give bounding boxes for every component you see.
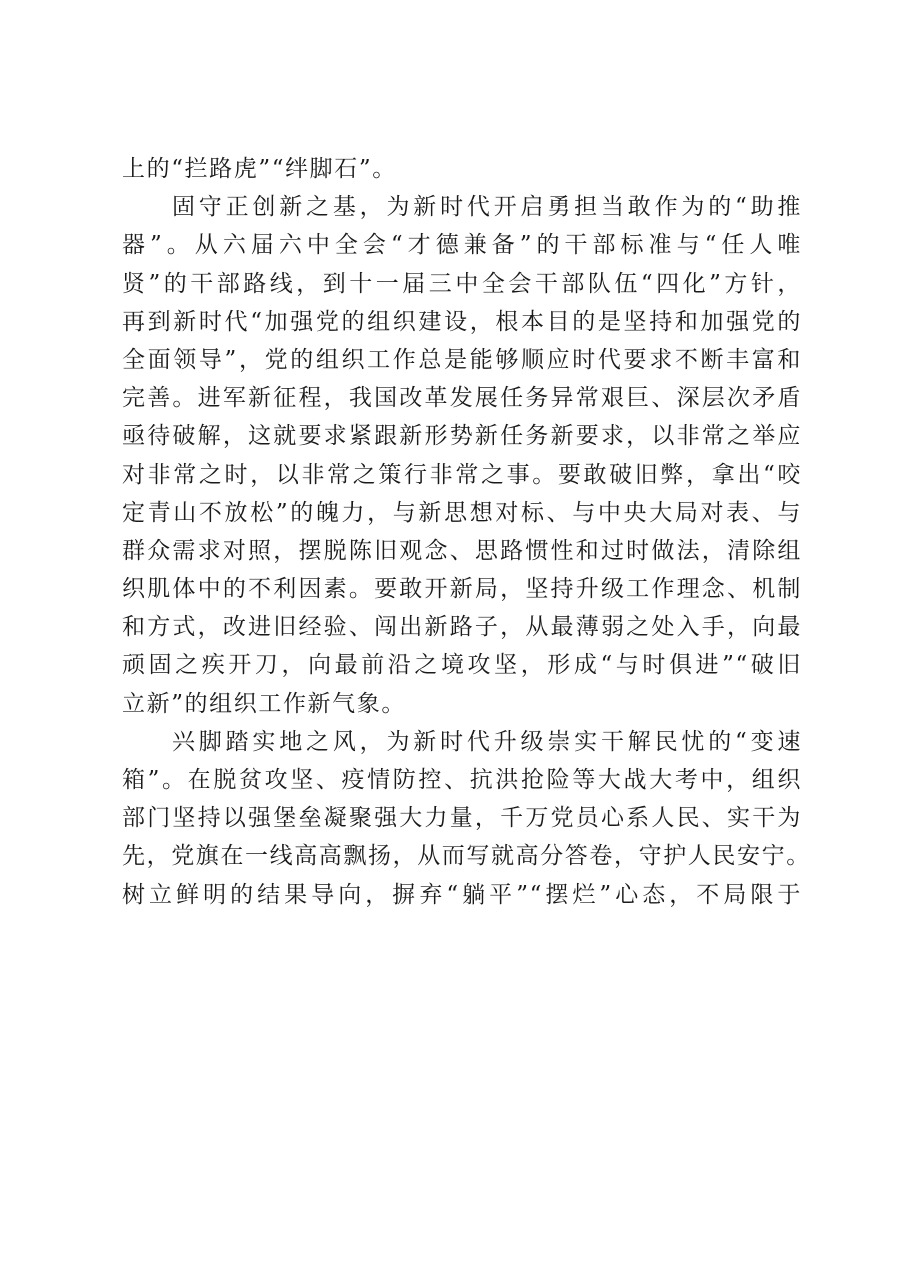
document-body — [122, 150, 811, 914]
text-line: 立新”的组织工作新气象。 — [122, 690, 406, 717]
text-line: 群众需求对照，摆脱陈旧观念、思路惯性和过时做法，清除组 — [122, 537, 802, 564]
text-line: 贤”的干部路线，到十一届三中全会干部队伍“四化”方针， — [122, 270, 802, 297]
text-line: 完善。进军新征程，我国改革发展任务异常艰巨、深层次矛盾 — [122, 385, 802, 412]
text-line: 器”。从六届六中全会“才德兼备”的干部标准与“任人唯 — [122, 232, 802, 259]
text-line: 树立鲜明的结果导向，摒弃“躺平”“摆烂”心态，不局限于 — [122, 881, 802, 908]
text-line: 织肌体中的不利因素。要敢开新局，坚持升级工作理念、机制 — [122, 576, 802, 603]
text-line: 再到新时代“加强党的组织建设，根本目的是坚持和加强党的 — [122, 308, 802, 335]
paragraph-start-line: 固守正创新之基，为新时代开启勇担当敢作为的“助推 — [172, 194, 802, 221]
text-line: 上的“拦路虎”“绊脚石”。 — [122, 156, 397, 182]
text-line: 全面领导”，党的组织工作总是能够顺应时代要求不断丰富和 — [122, 346, 802, 373]
paragraph-start-line: 兴脚踏实地之风，为新时代升级崇实干解民忧的“变速 — [172, 728, 802, 755]
text-line: 箱”。在脱贫攻坚、疫情防控、抗洪抢险等大战大考中，组织 — [122, 767, 802, 793]
text-line: 先，党旗在一线高高飘扬，从而写就高分答卷，守护人民安宁。 — [122, 843, 811, 870]
text-line: 定青山不放松”的魄力，与新思想对标、与中央大局对表、与 — [122, 499, 802, 526]
text-line: 和方式，改进旧经验、闯出新路子，从最薄弱之处入手，向最 — [122, 614, 802, 641]
text-line: 对非常之时，以非常之策行非常之事。要敢破旧弊，拿出“咬 — [122, 461, 802, 488]
text-line: 亟待破解，这就要求紧跟新形势新任务新要求，以非常之举应 — [122, 423, 802, 450]
text-line: 顽固之疾开刀，向最前沿之境攻坚，形成“与时俱进”“破旧 — [122, 652, 802, 679]
text-line: 部门坚持以强堡垒凝聚强大力量，千万党员心系人民、实干为 — [122, 805, 802, 832]
